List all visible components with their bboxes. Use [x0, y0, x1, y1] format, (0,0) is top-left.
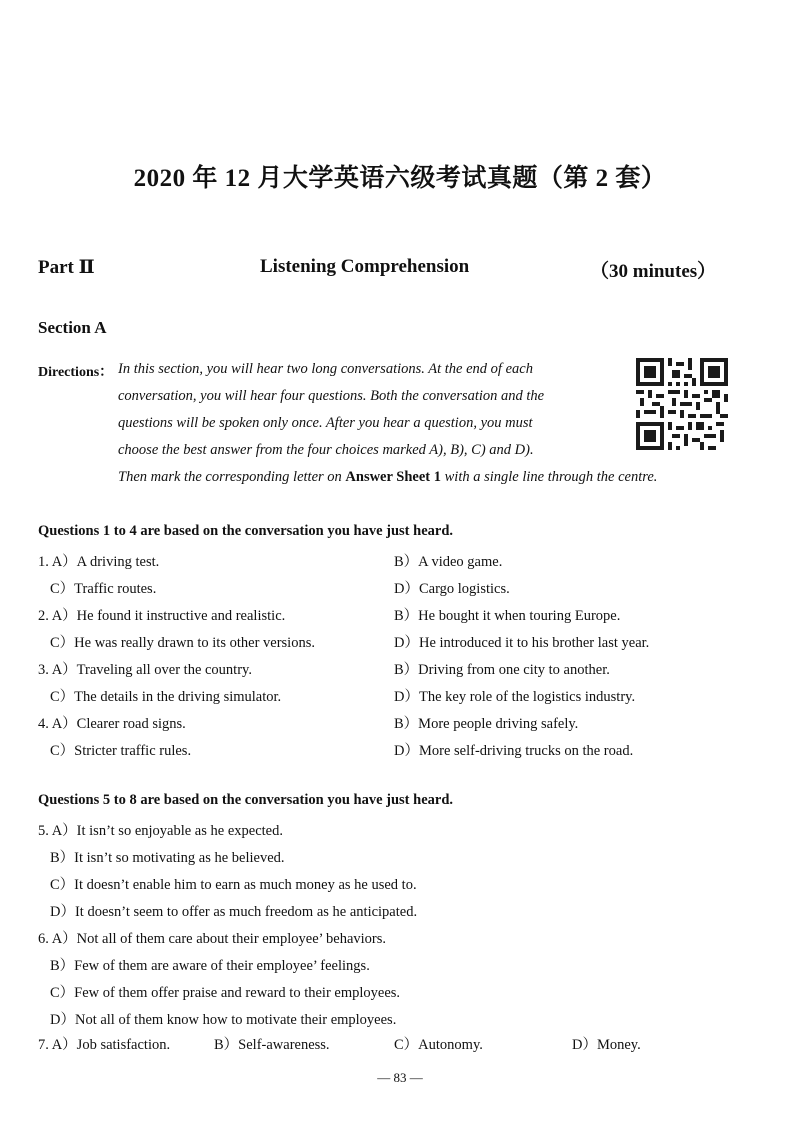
option-b: B）He bought it when touring Europe. — [394, 608, 621, 624]
directions-line: conversation, you will hear four questions. Both the conversation and the — [118, 388, 545, 404]
question-number: 2. A） — [38, 608, 77, 624]
directions-text: Then mark the corresponding letter on — [118, 469, 346, 485]
option-a — [38, 1033, 170, 1054]
question-number: 3. A） — [38, 662, 77, 678]
section-heading: Section A — [38, 318, 107, 337]
part-name: Listening Comprehension — [260, 256, 470, 277]
option-d: D）The key role of the logistics industry. — [394, 689, 636, 705]
question-number: 1. A） — [38, 554, 77, 570]
question-group-heading: Questions 5 to 8 are based on the conversation you have just heard. — [38, 792, 454, 808]
option-text: A driving test. — [76, 554, 160, 570]
question-number: 6. A） — [38, 931, 77, 947]
option-text: Traveling all over the country. — [76, 662, 252, 678]
option-a — [38, 819, 283, 840]
option-b: B）It isn’t so motivating as he believed. — [50, 850, 285, 866]
option-b: B）A video game. — [394, 554, 503, 570]
question-number: 7. A） — [38, 1037, 77, 1053]
option-d: D）He introduced it to his brother last year. — [394, 635, 650, 651]
option-b: B）Few of them are aware of their employee’ feelings. — [50, 958, 370, 974]
page-title: 2020 年 12 月大学英语六级考试真题（第 2 套） — [133, 165, 667, 192]
option-b: B）More people driving safely. — [394, 716, 579, 732]
option-d: D）More self-driving trucks on the road. — [394, 743, 634, 759]
option-c: C）The details in the driving simulator. — [50, 689, 282, 705]
option-text: Not all of them care about their employee’ behaviors. — [76, 931, 387, 947]
directions-line: questions will be spoken only once. After you hear a question, you must — [118, 415, 533, 431]
option-c: C）Traffic routes. — [50, 581, 157, 597]
directions-line-last — [118, 469, 657, 486]
option-c: C）It doesn’t enable him to earn as much money as he used to. — [50, 877, 417, 893]
page-number: — 83 — — [377, 1070, 423, 1085]
option-a — [38, 658, 252, 679]
option-a — [38, 712, 186, 733]
option-c: C）He was really drawn to its other versions. — [50, 635, 315, 651]
part-label: Part Ⅱ — [38, 257, 95, 278]
option-text: Clearer road signs. — [76, 716, 186, 732]
directions-line: choose the best answer from the four choices marked A), B), C) and D). — [118, 442, 534, 458]
answer-sheet-ref: Answer Sheet 1 — [345, 469, 441, 485]
option-text: Job satisfaction. — [76, 1037, 171, 1053]
part-time: （30 minutes） — [590, 261, 717, 282]
option-d: D）Cargo logistics. — [394, 581, 510, 597]
directions-line: In this section, you will hear two long conversations. At the end of each — [118, 361, 533, 377]
option-d: D）Not all of them know how to motivate their employees. — [50, 1012, 397, 1028]
question-number: 4. A） — [38, 716, 77, 732]
option-a — [38, 927, 386, 948]
option-c: C）Autonomy. — [394, 1037, 483, 1053]
option-text: It isn’t so enjoyable as he expected. — [76, 823, 283, 839]
option-text: He found it instructive and realistic. — [76, 608, 286, 624]
option-a — [38, 550, 159, 571]
directions-label: Directions： — [38, 365, 114, 380]
option-c: C）Stricter traffic rules. — [50, 743, 192, 759]
option-b: B）Self-awareness. — [214, 1037, 330, 1053]
option-c: C）Few of them offer praise and reward to their employees. — [50, 985, 401, 1001]
option-b: B）Driving from one city to another. — [394, 662, 610, 678]
option-d: D）Money. — [572, 1037, 641, 1053]
question-number: 5. A） — [38, 823, 77, 839]
qr-code-image — [636, 358, 728, 450]
option-d: D）It doesn’t seem to offer as much freedom as he anticipated. — [50, 904, 418, 920]
option-a — [38, 604, 285, 625]
directions-text: with a single line through the centre. — [441, 469, 658, 485]
question-group-heading: Questions 1 to 4 are based on the conversation you have just heard. — [38, 523, 454, 539]
